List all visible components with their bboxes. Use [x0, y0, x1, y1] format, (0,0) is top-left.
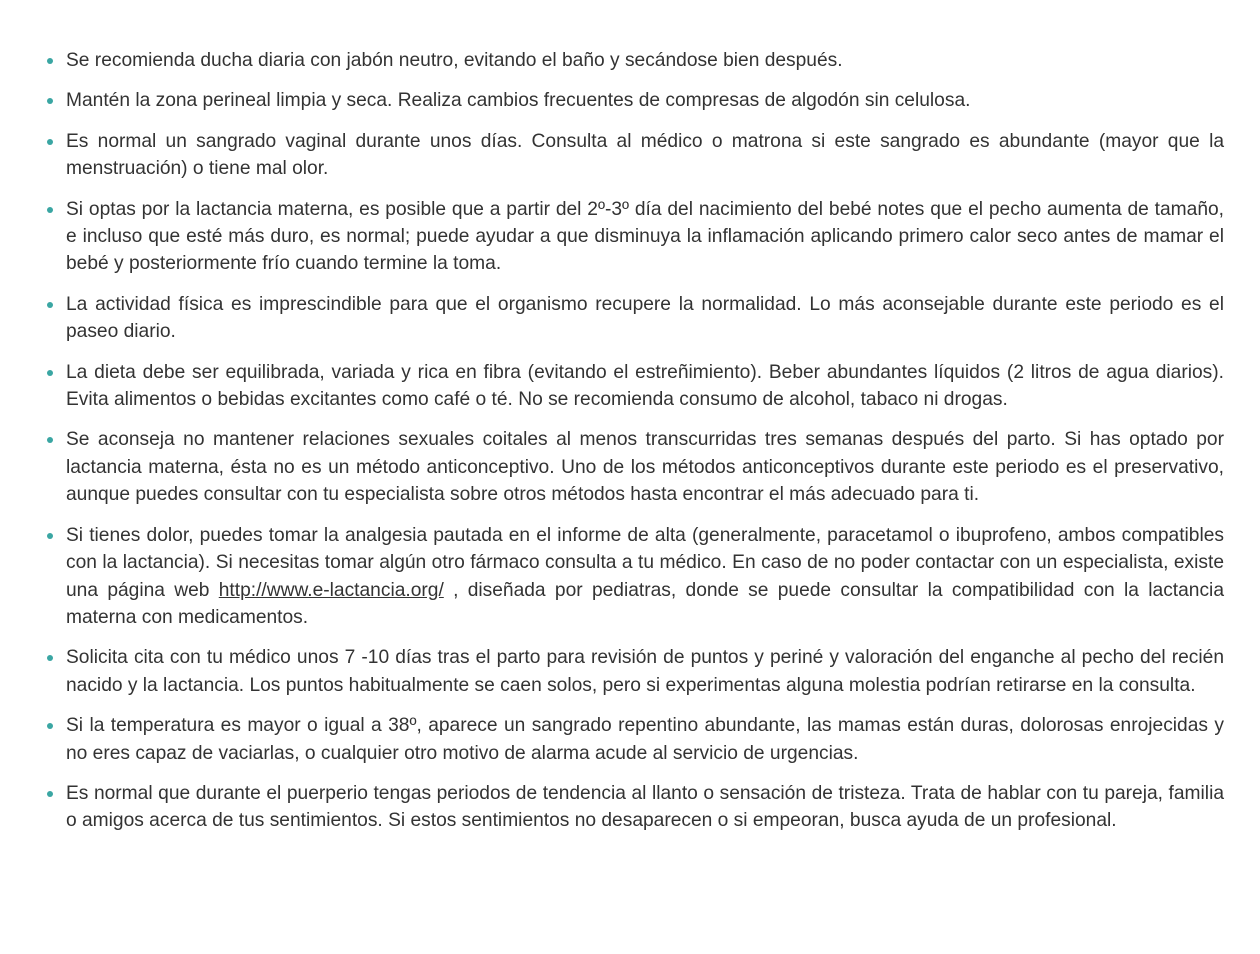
list-item-text: Se recomienda ducha diaria con jabón neutro, evitando el baño y secándose bien después.	[66, 50, 843, 71]
list-item	[46, 712, 1224, 767]
list-item	[46, 47, 1224, 74]
bullet-dot-icon	[47, 437, 53, 443]
list-item	[46, 291, 1224, 346]
bullet-dot-icon	[47, 302, 53, 308]
list-item	[46, 780, 1224, 835]
list-item	[46, 196, 1224, 278]
list-item-text: Es normal un sangrado vaginal durante unos días. Consulta al médico o matrona si este sangrado es abundante (mayor que la menstruación) o tiene mal olor.	[66, 130, 1224, 180]
bullet-dot-icon	[47, 139, 53, 145]
list-item	[46, 359, 1224, 414]
list-item	[46, 644, 1224, 699]
bullet-dot-icon	[47, 370, 53, 376]
list-item-text: Se aconseja no mantener relaciones sexuales coitales al menos transcurridas tres semanas después del parto. Si has optado por lactancia materna, ésta no es un método anticonceptivo. Uno de los métodos anticonceptivos durante este periodo es el preservativo, aunque puedes consultar con tu especialista sobre otros métodos hasta encontrar el más adecuado para ti.	[66, 429, 1224, 506]
e-lactancia-link[interactable]: http://www.e-lactancia.org/	[218, 579, 444, 601]
list-item-text: La actividad física es imprescindible para que el organismo recupere la normalidad. Lo más aconsejable durante este periodo es el paseo diario.	[66, 293, 1224, 343]
list-item-text: Si la temperatura es mayor o igual a 38º, aparece un sangrado repentino abundante, las mamas están duras, dolorosas enrojecidas y no eres capaz de vaciarlas, o cualquier otro motivo de alarma acude al servicio de urgencias.	[66, 715, 1224, 764]
bullet-dot-icon	[47, 533, 53, 539]
list-item-text-before-link: Si tienes dolor, puedes tomar la analgesia pautada en el informe de alta (generalmente, paracetamol o ibuprofeno, ambos compatibles con la lactancia). Si necesitas tomar algún otro fármaco consulta a tu médico. En caso de no poder contactar con un especialista, existe una página web	[66, 524, 1224, 601]
list-item	[46, 426, 1224, 508]
bullet-dot-icon	[47, 791, 53, 797]
list-item-text: Si optas por la lactancia materna, es posible que a partir del 2º-3º día del nacimiento del bebé notes que el pecho aumenta de tamaño, e incluso que esté más duro, es normal; puede ayudar a que disminuya la inflamación aplicando primero calor seco antes de mamar el bebé y posteriormente frío cuando termine la toma.	[66, 198, 1224, 275]
list-item-text: Solicita cita con tu médico unos 7 -10 días tras el parto para revisión de puntos y periné y valoración del enganche al pecho del recién nacido y la lactancia. Los puntos habitualmente se caen solos, pero si experimentas alguna molestia podrían retirarse en la consulta.	[66, 647, 1224, 696]
list-item-text: Mantén la zona perineal limpia y seca. Realiza cambios frecuentes de compresas de algodón sin celulosa.	[66, 90, 971, 112]
list-item	[46, 87, 1224, 114]
bullet-dot-icon	[47, 655, 53, 661]
bullet-dot-icon	[47, 58, 53, 64]
list-item-text: La dieta debe ser equilibrada, variada y rica en fibra (evitando el estreñimiento). Beber abundantes líquidos (2 litros de agua diarios). Evita alimentos o bebidas excitantes como café o té. No se recomienda consumo de alcohol, tabaco ni drogas.	[66, 361, 1224, 411]
list-item	[46, 128, 1224, 183]
bullet-list	[46, 47, 1224, 835]
bullet-dot-icon	[47, 723, 53, 729]
list-item	[46, 522, 1224, 632]
list-item-text-after-link: , diseñada por pediatras, donde se puede consultar la compatibilidad con la lactancia materna con medicamentos.	[66, 579, 1224, 628]
bullet-dot-icon	[47, 98, 53, 104]
list-item-text: Es normal que durante el puerperio tengas periodos de tendencia al llanto o sensación de tristeza. Trata de hablar con tu pareja, familia o amigos acerca de tus sentimientos. Si estos sentimientos no desaparecen o si empeoran, busca ayuda de un profesional.	[66, 782, 1224, 832]
bullet-dot-icon	[47, 207, 53, 213]
